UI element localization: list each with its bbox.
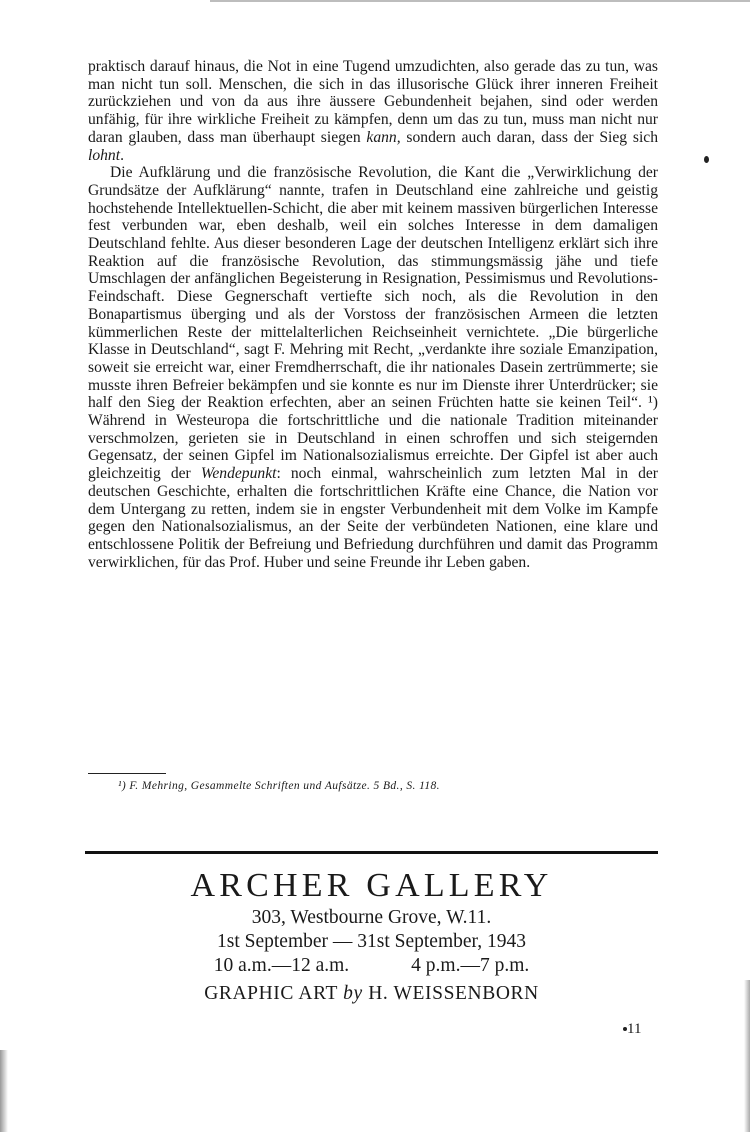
emphasis-lohnt: lohnt bbox=[88, 146, 121, 164]
paragraph-2 bbox=[88, 164, 658, 571]
top-edge-line bbox=[210, 0, 750, 2]
footnote-divider bbox=[88, 773, 166, 774]
graphic-by: by bbox=[343, 983, 363, 1004]
hours-afternoon: 4 p.m.—7 p.m. bbox=[411, 955, 530, 976]
paragraph-2-text-a: Die Aufklärung und die französische Revolution, die Kant die „Verwirklichung der Grundsätze der Aufklärung“ nannte, trafen in Deutschland eine zahlreiche und geistig hochstehende Intellektuellen-Schicht, die aber mit keinem massiven bürgerlichen Interesse fest verbunden war, eben deshalb, weil ein solches Interesse in dem damaligen Deutschland fehlte. Aus dieser besonderen Lage der deutschen Intelligenz erklärt sich ihre Reaktion auf die französische Revolution, das stimmungsmässig jähe und tiefe Umschlagen der anfänglichen Begeisterung in Resignation, Pessimismus und Revolutions-Feindschaft. Diese Gegnerschaft vertiefte sich noch, als die Revolution in den Bonapartismus überging und als der Vorstoss der französischen Armeen die letzten kümmerlichen Reste der mittelalterlichen Reichseinheit vernichtete. „Die bürgerliche Klasse in Deutschland“, sagt F. Mehring mit Recht, „verdankte ihre soziale Emanzipation, soweit sie erreicht war, einer Fremdherrschaft, die ihr nationales Dasein zertrümmerte; sie musste ihren Befreier bekämpfen und sie konnte es nur im Dienste ihrer Unterdrücker; sie half den Sieg der Reaktion erfechten, aber an seinen Früchten hatte sie keinen Teil“. ¹) Während in Westeuropa die fortschrittliche und die nationale Tradition miteinander verschmolzen, gerieten sie in Deutschland in einen schroffen und sich steigernden Gegensatz, der seinen Gipfel im Nationalsozialismus erreichte. Der Gipfel ist aber auch gleichzeitig der bbox=[88, 164, 658, 483]
exhibition-dates: 1st September — 31st September, 1943 bbox=[216, 931, 526, 952]
paragraph-1-text-c: . bbox=[120, 146, 124, 164]
emphasis-wendepunkt: Wendepunkt bbox=[200, 465, 277, 483]
advertisement bbox=[85, 866, 658, 1028]
ink-dot-near-page-number bbox=[623, 1027, 627, 1031]
main-text-block bbox=[88, 58, 658, 571]
paragraph-2-text-b: : noch einmal, wahrscheinlich zum letzten Mal in der deutschen Geschichte, erhalten die fortschrittlichen Kräfte eine Chance, die Nation vor dem Untergang zu retten, indem sie in engster Verbundenheit mit dem Volke im Kampfe gegen den Nationalsozialismus, an der Seite der verbündeten Nationen, eine klare und entschlossene Politik der Befreiung und Befriedung durchführen und damit das Programm verwirklichen, für das Prof. Huber und seine Freunde ihr Leben gaben. bbox=[88, 465, 658, 571]
exhibition-subject bbox=[85, 980, 658, 1008]
gallery-title: ARCHER GALLERY bbox=[190, 867, 553, 904]
hours-morning: 10 a.m.—12 a.m. bbox=[213, 955, 350, 976]
scan-edge-shadow-right bbox=[744, 980, 750, 1132]
ink-speck bbox=[704, 156, 709, 163]
advertisement-divider bbox=[85, 851, 658, 854]
scan-edge-shadow-left bbox=[0, 1050, 8, 1132]
paragraph-1 bbox=[88, 58, 658, 164]
paragraph-1-text-b: sondern auch daran, dass der Sieg sich bbox=[400, 128, 658, 146]
graphic-prefix: GRAPHIC ART bbox=[204, 983, 338, 1004]
page-number: 11 bbox=[627, 1021, 642, 1037]
emphasis-kann: kann, bbox=[366, 128, 401, 146]
graphic-artist: H. WEISSENBORN bbox=[368, 983, 539, 1004]
footnote: ¹) F. Mehring, Gesammelte Schriften und Aufsätze. 5 Bd., S. 118. bbox=[118, 780, 440, 792]
opening-hours bbox=[85, 954, 658, 978]
paragraph-1-text-a: praktisch darauf hinaus, die Not in eine Tugend umzudichten, also gerade das zu tun, was man nicht tun soll. Menschen, die sich in das illusorische Glück ihrer inneren Freiheit zurückziehen und von da aus ihre äussere Gebundenheit bejahen, sind oder werden unfähig, für ihre wirkliche Freiheit zu kämpfen, denn um das zu tun, muss man nicht nur daran glauben, dass man überhaupt siegen bbox=[88, 58, 658, 146]
gallery-address: 303, Westbourne Grove, W.11. bbox=[251, 907, 492, 928]
